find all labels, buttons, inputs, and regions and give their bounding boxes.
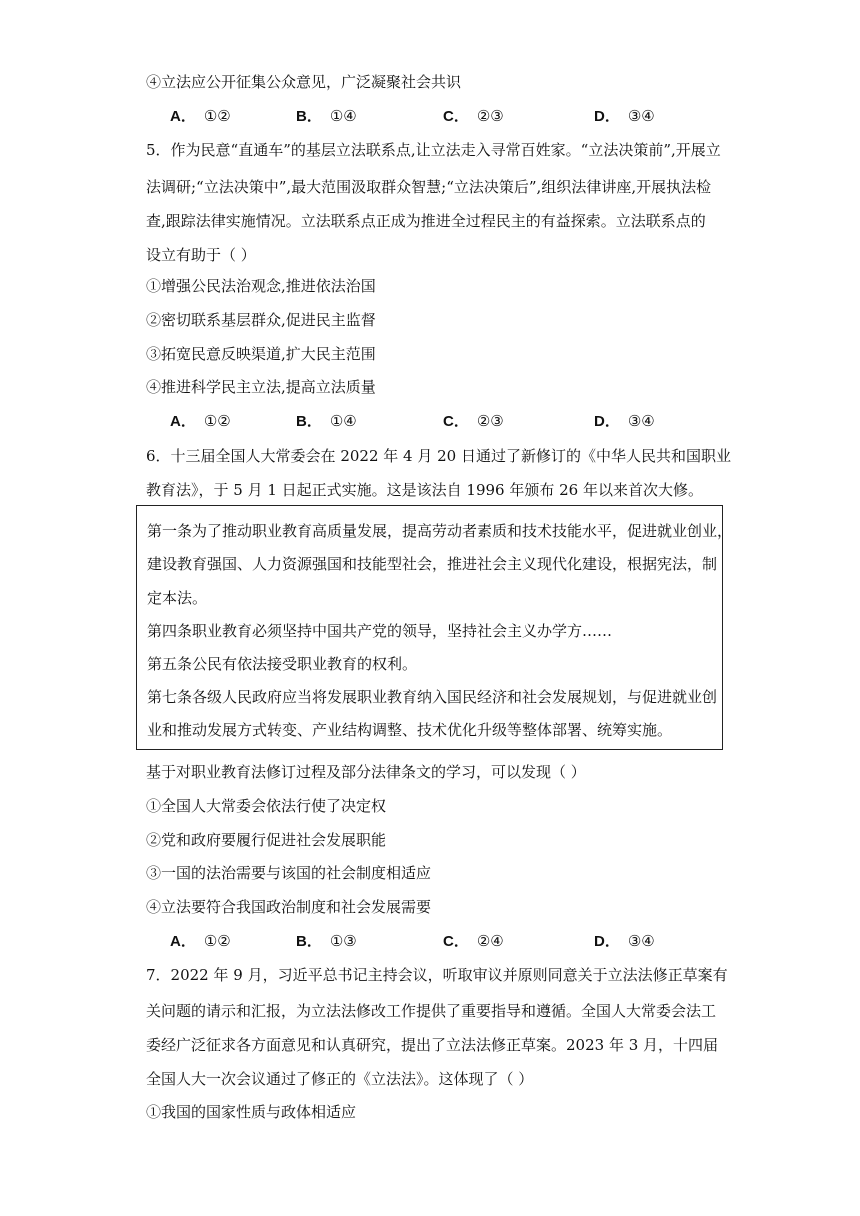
law-article-4: 第四条职业教育必须坚持中国共产党的领导，坚持社会主义办学方…… [147, 622, 613, 640]
q5-option-d[interactable]: D． ③④ [594, 412, 655, 430]
q6-stem-line-1: 6．十三届全国人大常委会在 2022 年 4 月 20 日通过了新修订的《中华人民共和国职业 [146, 447, 731, 465]
q5-stem-line-1: 5．作为民意“直通车”的基层立法联系点,让立法走入寻常百姓家。“立法决策前”,开展立 [146, 141, 721, 159]
q5-item-2: ②密切联系基层群众,促进民主监督 [146, 311, 376, 329]
law-article-7-line-2: 业和推动发展方式转变、产业结构调整、技术优化升级等整体部署、统筹实施。 [147, 721, 673, 739]
q5-options [170, 411, 710, 431]
q6-options [170, 931, 710, 951]
q4-option-d[interactable]: D． ③④ [594, 107, 655, 125]
q6-item-3: ③一国的法治需要与该国的社会制度相适应 [146, 864, 432, 882]
q4-options [170, 106, 710, 126]
law-article-1-line-3: 定本法。 [147, 589, 208, 607]
q4-item-4: ④立法应公开征集公众意见，广泛凝聚社会共识 [146, 73, 462, 91]
q7-stem-line-3: 委经广泛征求各方面意见和认真研究，提出了立法法修正草案。2023 年 3 月，十四届 [146, 1036, 719, 1054]
q7-stem-line-4: 全国人大一次会议通过了修正的《立法法》。这体现了（ ） [146, 1070, 534, 1088]
q6-item-2: ②党和政府要履行促进社会发展职能 [146, 831, 387, 849]
q5-option-c[interactable]: C． ②③ [443, 412, 504, 430]
q6-option-c[interactable]: C． ②④ [443, 932, 504, 950]
q4-option-a[interactable]: A． ①② [170, 107, 231, 125]
q7-item-1: ①我国的国家性质与政体相适应 [146, 1103, 357, 1121]
q6-question: 基于对职业教育法修订过程及部分法律条文的学习，可以发现（ ） [146, 763, 586, 781]
law-article-1-line-2: 建设教育强国、人力资源强国和技能型社会，推进社会主义现代化建设，根据宪法，制 [147, 555, 718, 573]
law-article-1-line-1: 第一条为了推动职业教育高质量发展，提高劳动者素质和技术技能水平，促进就业创业， [147, 522, 733, 540]
q5-item-1: ①增强公民法治观念,推进依法治国 [146, 277, 376, 295]
q6-option-a[interactable]: A． ①② [170, 932, 231, 950]
q6-item-1: ①全国人大常委会依法行使了决定权 [146, 797, 387, 815]
q6-option-b[interactable]: B． ①③ [296, 932, 357, 950]
q4-option-c[interactable]: C． ②③ [443, 107, 504, 125]
q6-stem-line-2: 教育法》，于 5 月 1 日起正式实施。这是该法自 1996 年颁布 26 年以来首次大修。 [146, 481, 703, 499]
q6-option-d[interactable]: D． ③④ [594, 932, 655, 950]
q6-item-4: ④立法要符合我国政治制度和社会发展需要 [146, 898, 432, 916]
law-excerpt-box [136, 505, 733, 750]
q5-option-a[interactable]: A． ①② [170, 412, 231, 430]
q5-option-b[interactable]: B． ①④ [296, 412, 357, 430]
q5-item-3: ③拓宽民意反映渠道,扩大民主范围 [146, 345, 376, 363]
law-article-7-line-1: 第七条各级人民政府应当将发展职业教育纳入国民经济和社会发展规划，与促进就业创 [147, 688, 718, 706]
q5-stem-line-2: 法调研;“立法决策中”,最大范围汲取群众智慧;“立法决策后”,组织法律讲座,开展执法检 [146, 178, 712, 196]
q5-stem-line-4: 设立有助于（ ） [146, 246, 256, 264]
q7-stem-line-1: 7．2022 年 9 月，习近平总书记主持会议，听取审议并原则同意关于立法法修正草案有 [146, 966, 728, 984]
q4-option-b[interactable]: B． ①④ [296, 107, 357, 125]
law-article-5: 第五条公民有依法接受职业教育的权利。 [147, 655, 418, 673]
q5-item-4: ④推进科学民主立法,提高立法质量 [146, 378, 376, 396]
q5-stem-line-3: 查,跟踪法律实施情况。立法联系点正成为推进全过程民主的有益探索。立法联系点的 [146, 212, 706, 230]
q7-stem-line-2: 关问题的请示和汇报，为立法法修改工作提供了重要指导和遵循。全国人大常委会法工 [146, 1002, 717, 1020]
